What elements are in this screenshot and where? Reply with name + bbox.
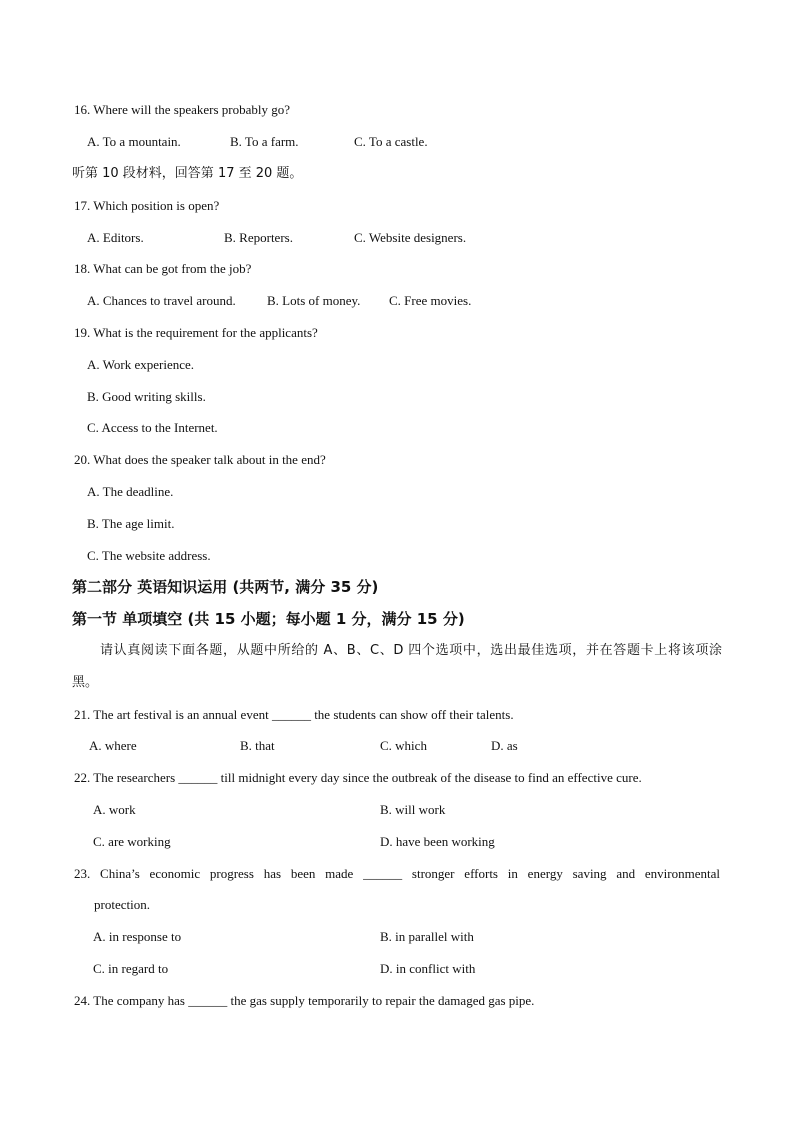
question-18-option-b: B. Lots of money. bbox=[267, 293, 361, 308]
question-22-option-c: C. are working bbox=[93, 834, 171, 849]
question-23-option-d: D. in conflict with bbox=[380, 961, 476, 976]
question-21-option-c: C. which bbox=[380, 738, 427, 753]
question-20-option-c: C. The website address. bbox=[87, 548, 211, 563]
question-18-option-c: C. Free movies. bbox=[389, 293, 472, 308]
question-20-option-b: B. The age limit. bbox=[87, 516, 175, 531]
question-16-option-b: B. To a farm. bbox=[230, 134, 299, 149]
question-19-option-b: B. Good writing skills. bbox=[87, 389, 206, 404]
instruction-line-2: 黑。 bbox=[72, 675, 99, 690]
question-19-option-c: C. Access to the Internet. bbox=[87, 420, 218, 435]
question-16-option-a: A. To a mountain. bbox=[87, 134, 181, 149]
question-20-stem: 20. What does the speaker talk about in the end? bbox=[74, 452, 326, 467]
question-23-option-b: B. in parallel with bbox=[380, 929, 474, 944]
question-17-stem: 17. Which position is open? bbox=[74, 198, 220, 213]
question-21-stem: 21. The art festival is an annual event ______ the students can show off their talents. bbox=[74, 707, 514, 722]
section-1-heading: 第一节 单项填空 (共 15 小题；每小题 1 分，满分 15 分) bbox=[72, 610, 465, 628]
question-24-stem: 24. The company has ______ the gas supply temporarily to repair the damaged gas pipe. bbox=[74, 993, 535, 1008]
question-22-option-a: A. work bbox=[93, 802, 136, 817]
question-20-option-a: A. The deadline. bbox=[87, 484, 174, 499]
question-22-option-b: B. will work bbox=[380, 802, 446, 817]
instruction-line-1: 请认真阅读下面各题，从题中所给的 A、B、C、D 四个选项中，选出最佳选项，并在答题卡上将该项涂 bbox=[100, 643, 722, 658]
question-17-option-c: C. Website designers. bbox=[354, 230, 467, 245]
question-19-stem: 19. What is the requirement for the applicants? bbox=[74, 325, 318, 340]
question-21-option-b: B. that bbox=[240, 738, 275, 753]
section-10-instruction: 听第 10 段材料，回答第 17 至 20 题。 bbox=[72, 166, 303, 181]
question-21-option-d: D. as bbox=[491, 738, 518, 753]
question-23-stem-line-1: 23. China’s economic progress has been made ______ stronger efforts in energy saving and environmental bbox=[74, 866, 720, 881]
question-19-option-a: A. Work experience. bbox=[87, 357, 195, 372]
part-2-heading: 第二部分 英语知识运用 (共两节, 满分 35 分) bbox=[72, 578, 379, 596]
question-23-option-c: C. in regard to bbox=[93, 961, 169, 976]
question-22-stem: 22. The researchers ______ till midnight every day since the outbreak of the disease to find an effective cure. bbox=[74, 770, 642, 785]
question-22-option-d: D. have been working bbox=[380, 834, 495, 849]
question-17-option-a: A. Editors. bbox=[87, 230, 144, 245]
question-23-stem-line-2: protection. bbox=[94, 897, 150, 912]
question-16-stem: 16. Where will the speakers probably go? bbox=[74, 102, 290, 117]
question-18-option-a: A. Chances to travel around. bbox=[87, 293, 236, 308]
question-18-stem: 18. What can be got from the job? bbox=[74, 261, 252, 276]
question-17-option-b: B. Reporters. bbox=[224, 230, 293, 245]
question-16-option-c: C. To a castle. bbox=[354, 134, 428, 149]
question-21-option-a: A. where bbox=[89, 738, 137, 753]
question-23-option-a: A. in response to bbox=[93, 929, 182, 944]
